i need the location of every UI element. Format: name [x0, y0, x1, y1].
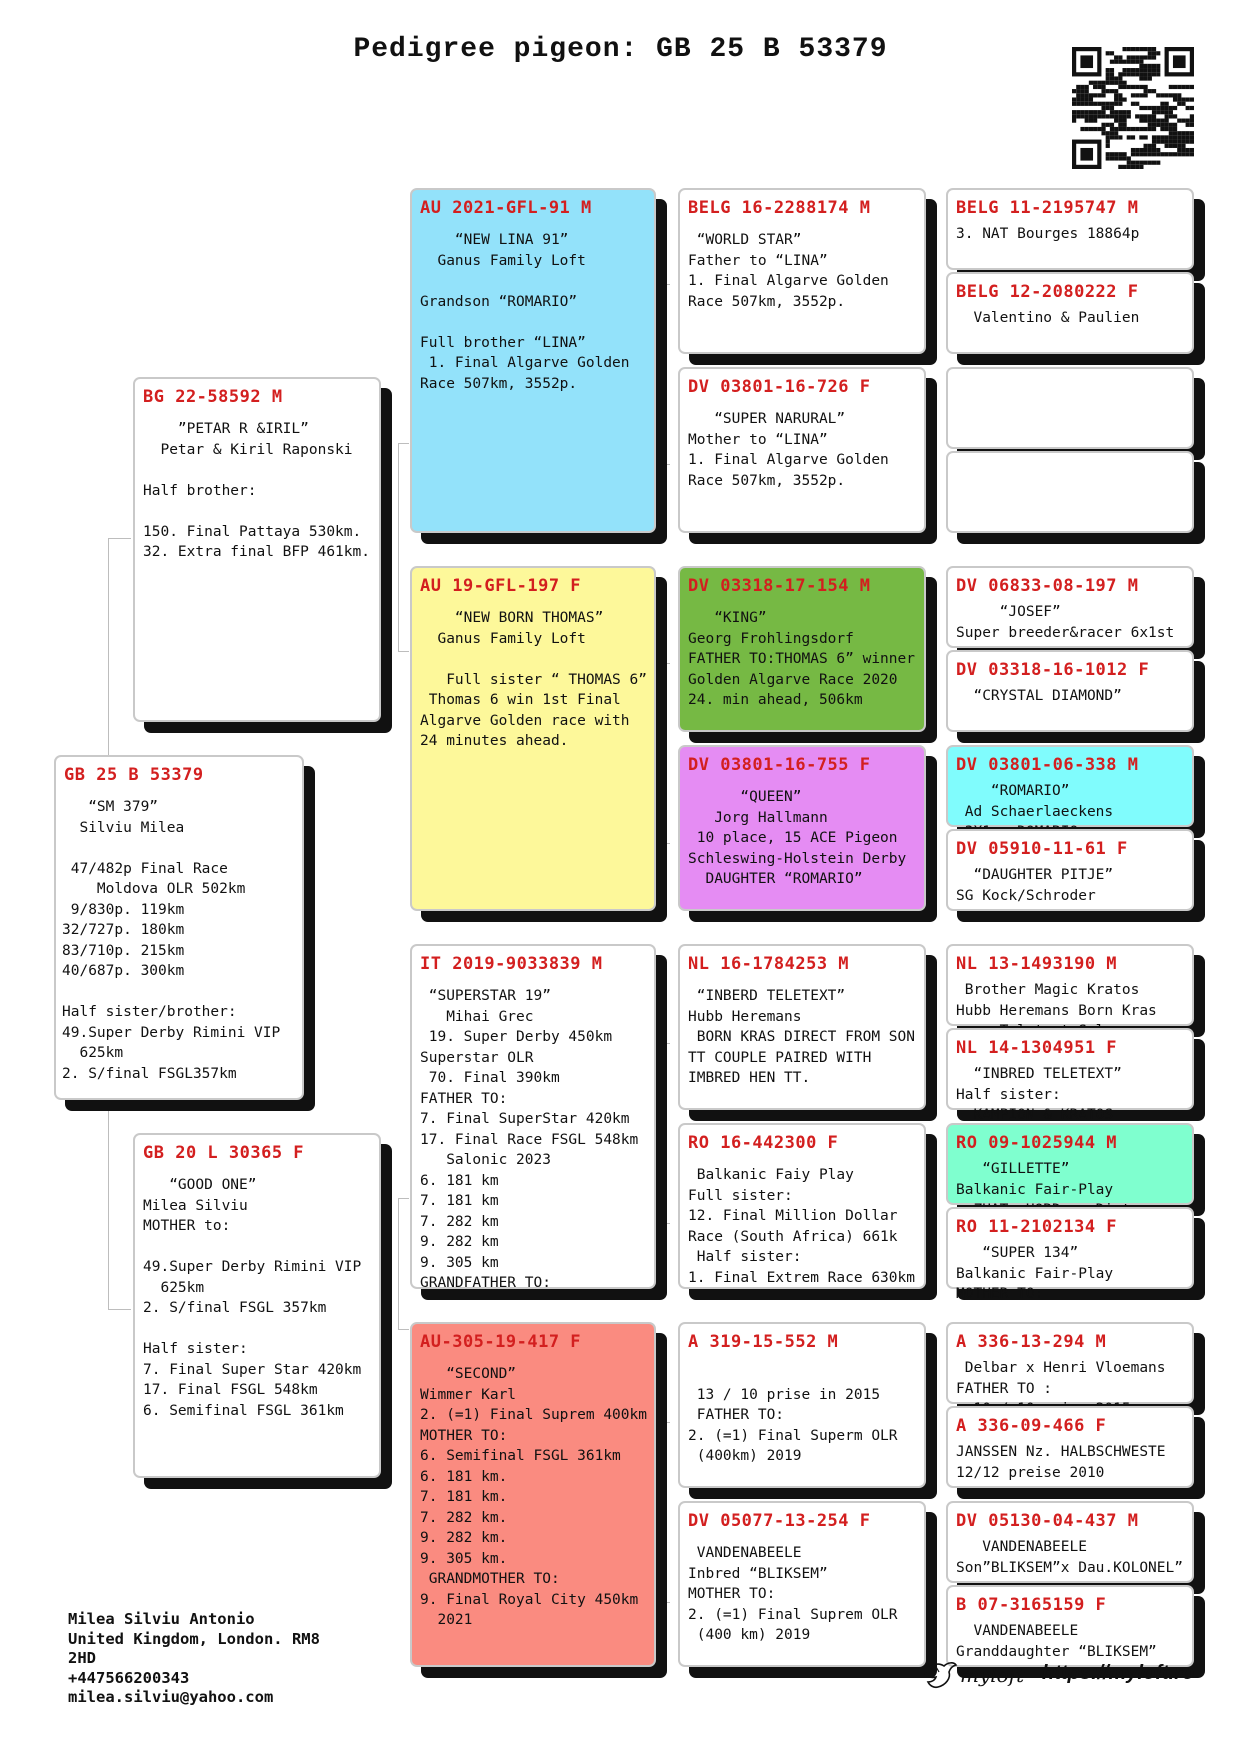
ring-number: B 07-3165159 F [956, 1595, 1107, 1615]
pigeon-details: “ROMARIO” Ad Schaerlaeckens [964, 783, 1114, 820]
pigeon-card-gen3 [678, 944, 926, 1110]
ring-number: IT 2019-9033839 M [420, 954, 603, 974]
pigeon-card-gen4 [946, 745, 1194, 827]
ring-number: RO 09-1025944 M [956, 1133, 1118, 1153]
pigeon-details: “SUPERSTAR 19” Mihai Grec 19. Super Derby 450km Superstar OLR 70. Final 390km FATHER TO: 7. Final SuperStar 420km 17. Final Race FSGL 548km Salonic 2023 6. 181 km 7. 181 km 7. 282 km 9. 282 km 9. 305 km GRANDFATHER TO: [420, 988, 639, 1291]
pigeon-card-gen4 [946, 1406, 1194, 1488]
ring-number: DV 06833-08-197 M [956, 576, 1139, 596]
pigeon-details: 3. NAT Bourges 18864p [956, 226, 1140, 242]
qr-code [1072, 47, 1194, 169]
pigeon-details: “KING” Georg Frohlingsdorf FATHER TO:THOMAS 6” winner Golden Algarve Race 2020 24. min ahead, 506km [688, 610, 915, 708]
pigeon-card-gen3 [678, 188, 926, 354]
ring-number: DV 03801-06-338 M [956, 755, 1139, 775]
website-link[interactable]: https://myloft.ro [1042, 1662, 1195, 1684]
pigeon-details: “NEW BORN THOMAS” Ganus Family Loft Full sister “ THOMAS 6” Thomas 6 win 1st Final Algarve Golden race with 24 minutes ahead. [420, 610, 647, 749]
pigeon-details: VANDENABEELE Son”BLIKSEM”x Dau.KOLONEL” [956, 1539, 1183, 1576]
pigeon-card-gen4 [946, 566, 1194, 648]
connector [661, 663, 670, 844]
connector [398, 443, 409, 652]
pigeon-details: “INBERD TELETEXT” Hubb Heremans BORN KRAS DIRECT FROM SON TT COUPLE PAIRED WITH IMBRED HEN TT. [688, 988, 915, 1086]
pigeon-card-subject [54, 755, 304, 1100]
ring-number: RO 16-442300 F [688, 1133, 839, 1153]
pigeon-card-gen4 [946, 944, 1194, 1026]
pigeon-details: “QUEEN” Jorg Hallmann 10 place, 15 ACE Pigeon Schleswing-Holstein Derby DAUGHTER “ROMARIO” [688, 789, 907, 887]
pigeon-card-gen4 [946, 829, 1194, 911]
ring-number: BELG 11-2195747 M [956, 198, 1139, 218]
ring-number: DV 05910-11-61 F [956, 839, 1128, 859]
connector [661, 1043, 670, 1224]
ring-number: BELG 12-2080222 F [956, 282, 1139, 302]
ring-number: DV 05130-04-437 M [956, 1511, 1139, 1531]
pigeon-details: “WORLD STAR” Father to “LINA” 1. Final Algarve Golden Race 507km, 3552p. [688, 232, 889, 310]
pigeon-card-gen4 [946, 1123, 1194, 1205]
ring-number: DV 03318-17-154 M [688, 576, 871, 596]
ring-number: AU 2021-GFL-91 M [420, 198, 592, 218]
pigeon-logo-icon [922, 1660, 958, 1690]
pigeon-details: Delbar x Henri Vloemans FATHER TO : [956, 1360, 1166, 1397]
connector [661, 284, 670, 465]
ring-number: DV 03318-16-1012 F [956, 660, 1150, 680]
ring-number: GB 20 L 30365 F [143, 1143, 305, 1163]
ring-number: NL 14-1304951 F [956, 1038, 1118, 1058]
pigeon-card-gen4 [946, 272, 1194, 354]
pigeon-card-maternal-grandfather [410, 944, 656, 1289]
pigeon-card-gen4 [946, 188, 1194, 270]
pigeon-details: “DAUGHTER PITJE” SG Kock/Schroder [956, 867, 1114, 904]
pigeon-details: Brother Magic Kratos Hubb Heremans Born Kras [956, 982, 1157, 1019]
pigeon-details: JANSSEN Nz. HALBSCHWESTE 12/12 preise 2010 [956, 1444, 1166, 1481]
pigeon-card-gen4 [946, 1207, 1194, 1302]
pigeon-card-gen3 [678, 745, 926, 911]
pigeon-details: VANDENABEELE Inbred “BLIKSEM” MOTHER TO: 2. (=1) Final Suprem OLR (400 km) 2019 [688, 1545, 898, 1643]
page-title: Pedigree pigeon: GB 25 B 53379 [353, 34, 888, 65]
pigeon-card-gen4 [946, 1028, 1194, 1123]
pigeon-card-gen4-empty [946, 451, 1194, 533]
pigeon-details: “GOOD ONE” Milea Silviu MOTHER to: 49.Super Derby Rimini VIP 625km 2. S/final FSGL 357km Half sister: 7. Final Super Star 420km 17. Final FSGL 548km 6. Semifinal FSGL 361km [143, 1177, 362, 1419]
ring-number: AU 19-GFL-197 F [420, 576, 582, 596]
pigeon-card-gen3 [678, 566, 926, 732]
ring-number: AU-305-19-417 F [420, 1332, 582, 1352]
pigeon-details: ”PETAR R &IRIL” Petar & Kiril Raponski Half brother: 150. Final Pattaya 530km. 32. Extra final BFP 461km. [143, 421, 370, 560]
pigeon-card-gen3 [678, 367, 926, 533]
pigeon-details: “SM 379” Silviu Milea 47/482p Final Race Moldova OLR 502km 9/830p. 119km 32/727p. 180km 83/710p. 215km 40/687p. 300km Half sister/brother: 49.Super Derby Rimini VIP 625km 2. S/final FSGL357km [62, 799, 281, 1082]
pigeon-details: “SUPER NARURAL” Mother to “LINA” 1. Final Algarve Golden Race 507km, 3552p. [688, 411, 889, 489]
ring-number: DV 05077-13-254 F [688, 1511, 871, 1531]
ring-number: BELG 16-2288174 M [688, 198, 871, 218]
ring-number: NL 13-1493190 M [956, 954, 1118, 974]
connector [661, 1422, 670, 1603]
ring-number: RO 11-2102134 F [956, 1217, 1118, 1237]
connector [398, 1198, 409, 1330]
pigeon-details: “GILLETTE” Balkanic Fair-Play [956, 1161, 1114, 1198]
ring-number: BG 22-58592 M [143, 387, 283, 407]
pigeon-card-gen4-empty [946, 367, 1194, 449]
ring-number: DV 03801-16-726 F [688, 377, 871, 397]
ring-number: A 336-09-466 F [956, 1416, 1107, 1436]
myloft-logo [922, 1660, 1024, 1690]
pigeon-details: Valentino & Paulien [956, 310, 1140, 326]
pigeon-card-gen4 [946, 650, 1194, 732]
pigeon-details: “JOSEF” Super breeder&racer 6x1st [956, 604, 1175, 641]
pigeon-card-father [133, 377, 381, 722]
pigeon-details: “SECOND” Wimmer Karl 2. (=1) Final Suprem 400km MOTHER TO: 6. Semifinal FSGL 361km 6. 181 km. 7. 181 km. 7. 282 km. 9. 282 km. 9. 305 km. GRANDMOTHER TO: 9. Final Royal City 450km 2021 [420, 1366, 647, 1628]
pigeon-details: “INBRED TELETEXT” Half sister: KAMPION & KRATOS [956, 1066, 1122, 1123]
pigeon-card-mother [133, 1133, 381, 1478]
pigeon-details: “CRYSTAL DIAMOND” [956, 688, 1122, 704]
pigeon-details: 13 / 10 prise in 2015 FATHER TO: 2. (=1) Final Superm OLR (400km) 2019 [688, 1386, 898, 1464]
ring-number: A 319-15-552 M [688, 1332, 839, 1352]
pigeon-card-paternal-grandfather [410, 188, 656, 533]
pigeon-card-gen4 [946, 1585, 1194, 1667]
ring-number: DV 03801-16-755 F [688, 755, 871, 775]
pigeon-card-gen3 [678, 1123, 926, 1289]
ring-number: NL 16-1784253 M [688, 954, 850, 974]
pigeon-card-paternal-grandmother [410, 566, 656, 911]
pigeon-card-gen4 [946, 1501, 1194, 1583]
pigeon-details: “SUPER 134” Balkanic Fair-Play MOTHER TO: [956, 1245, 1114, 1302]
pigeon-details: VANDENABEELE Granddaughter “BLIKSEM” [956, 1623, 1157, 1660]
logo-text: myloft [960, 1663, 1025, 1687]
pigeon-card-gen4 [946, 1322, 1194, 1404]
pigeon-card-maternal-grandmother [410, 1322, 656, 1667]
owner-contact: Milea Silviu Antonio United Kingdom, London. RM8 2HD +447566200343 milea.silviu@yahoo.com [68, 1610, 320, 1706]
ring-number: GB 25 B 53379 [64, 765, 204, 785]
pigeon-card-gen3 [678, 1501, 926, 1667]
pigeon-details: “NEW LINA 91” Ganus Family Loft Grandson “ROMARIO” Full brother “LINA” 1. Final Algarve Golden Race 507km, 3552p. [420, 232, 630, 392]
pigeon-details: Balkanic Faiy Play Full sister: 12. Final Million Dollar Race (South Africa) 661k Half sister: 1. Final Extrem Race 630km [688, 1167, 915, 1286]
pigeon-card-gen3 [678, 1322, 926, 1488]
ring-number: A 336-13-294 M [956, 1332, 1107, 1352]
